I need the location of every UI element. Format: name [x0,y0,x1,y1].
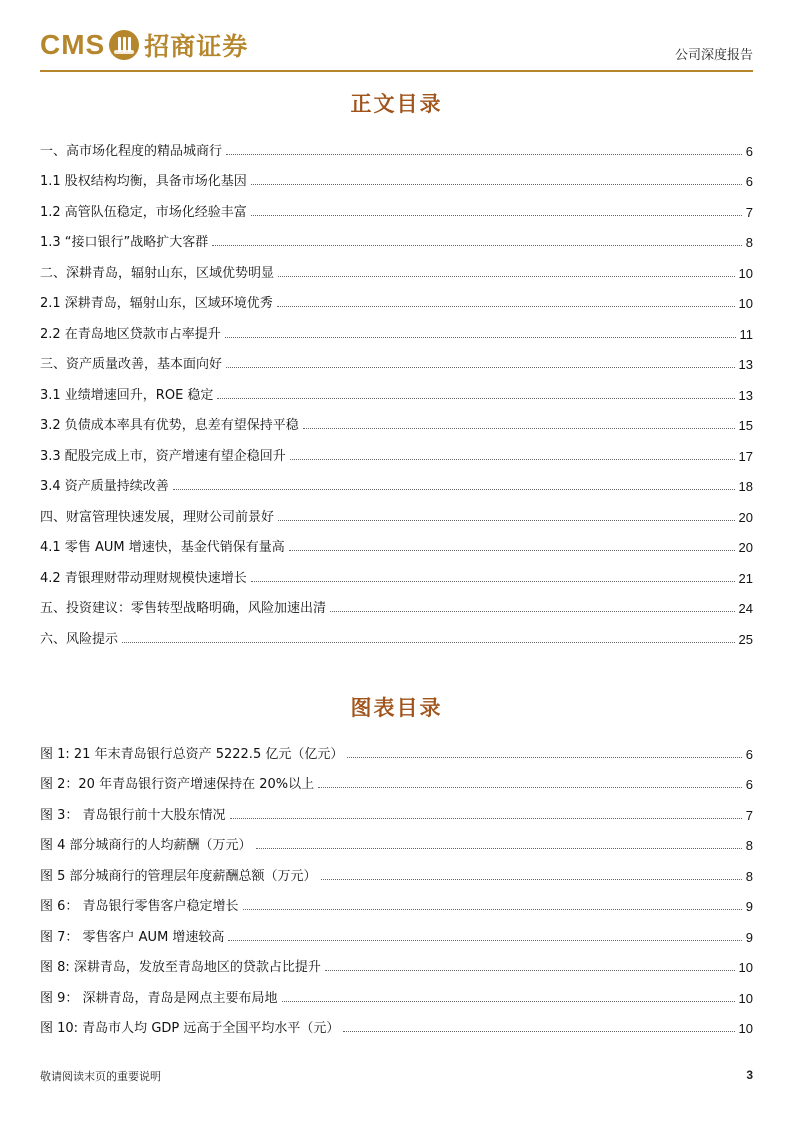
toc-entry-page: 13 [738,387,753,403]
toc-entry-label: 3.4 资产质量持续改善 [40,479,169,494]
report-type-label: 公司深度报告 [674,48,753,63]
toc-entry-page: 17 [738,448,753,464]
toc-entry-page: 6 [745,174,753,189]
toc-dot-leader [290,459,735,460]
toc-entry-page: 6 [745,143,753,159]
toc-dot-leader [226,367,735,368]
toc-entry[interactable] [40,731,753,762]
toc-dot-leader [321,879,742,880]
toc-entry-page: 7 [745,204,753,220]
toc-dot-leader [212,245,741,246]
toc-dot-leader [330,611,735,612]
toc-entry-label: 图 6： 青岛银行零售客户稳定增长 [40,899,239,914]
toc-dot-leader [256,848,742,849]
toc-entry-label: 1.2 高管队伍稳定，市场化经验丰富 [40,204,247,220]
toc-entry-label: 3.2 负债成本率具有优势，息差有望保持平稳 [40,418,299,433]
toc-entry[interactable] [40,342,753,373]
toc-entry[interactable] [40,1006,753,1037]
toc-entry-label: 图 10: 青岛市人均 GDP 远高于全国平均水平（元） [40,1021,340,1036]
toc-entry-label: 图 2：20 年青岛银行资产增速保持在 20%以上 [40,777,315,792]
toc-entry-label: 图 3： 青岛银行前十大股东情况 [40,807,226,823]
toc-dot-leader [318,787,742,788]
figure-toc-list [40,731,753,1036]
toc-entry-page: 25 [738,631,753,647]
toc-dot-leader [251,215,742,216]
toc-entry[interactable] [40,464,753,495]
toc-dot-leader [173,489,735,490]
toc-entry[interactable] [40,945,753,976]
toc-entry-page: 15 [738,418,753,433]
toc-entry-page: 7 [745,807,753,823]
toc-entry[interactable] [40,189,753,220]
toc-entry-page: 20 [738,509,753,525]
toc-entry-label: 一、高市场化程度的精品城商行 [40,143,223,159]
toc-entry-label: 五、投资建议：零售转型战略明确，风险加速出清 [40,601,327,616]
toc-entry-page: 11 [739,326,753,342]
toc-entry[interactable] [40,616,753,647]
toc-entry[interactable] [40,762,753,793]
toc-entry-label: 图 9： 深耕青岛，青岛是网点主要布局地 [40,990,278,1006]
toc-entry[interactable] [40,128,753,159]
toc-entry-label: 图 8: 深耕青岛，发放至青岛地区的贷款占比提升 [40,960,321,975]
logo-chinese-name: 招商证券 [144,32,249,61]
toc-entry[interactable] [40,250,753,281]
toc-entry-label: 1.3 “接口银行”战略扩大客群 [40,235,209,250]
toc-entry-page: 20 [738,540,753,555]
toc-dot-leader [251,184,742,185]
header-divider [40,70,753,72]
toc-dot-leader [282,1001,735,1002]
toc-dot-leader [278,276,735,277]
toc-entry-label: 3.1 业绩增速回升，ROE 稳定 [40,387,214,403]
toc-dot-leader [226,154,742,155]
page-header [40,22,753,72]
toc-entry-label: 3.3 配股完成上市，资产增速有望企稳回升 [40,448,286,464]
toc-entry[interactable] [40,494,753,525]
main-toc-list [40,128,753,647]
toc-entry-label: 2.1 深耕青岛，辐射山东，区域环境优秀 [40,296,273,311]
toc-entry[interactable] [40,914,753,945]
toc-entry-label: 图 7： 零售客户 AUM 增速较高 [40,929,225,945]
toc-entry-label: 四、财富管理快速发展，理财公司前景好 [40,509,275,525]
toc-entry-label: 二、深耕青岛，辐射山东，区域优势明显 [40,265,275,281]
toc-dot-leader [243,909,742,910]
toc-entry[interactable] [40,853,753,884]
toc-entry[interactable] [40,281,753,312]
toc-entry-label: 4.2 青银理财带动理财规模快速增长 [40,570,247,586]
toc-entry-page: 10 [738,1021,753,1036]
toc-entry-page: 6 [745,777,753,792]
toc-entry-label: 4.1 零售 AUM 增速快，基金代销保有量高 [40,540,285,555]
toc-entry-page: 9 [745,899,753,914]
toc-entry-page: 10 [738,296,753,311]
toc-entry-page: 8 [745,235,753,250]
toc-dot-leader [289,550,735,551]
toc-entry-label: 1.1 股权结构均衡，具备市场化基因 [40,174,247,189]
toc-entry[interactable] [40,884,753,915]
toc-dot-leader [278,520,735,521]
toc-entry-page: 24 [738,601,753,616]
toc-entry-page: 6 [745,746,753,762]
figure-toc-title: 图表目录 [350,695,443,720]
cms-emblem-icon [109,30,139,60]
toc-entry[interactable] [40,372,753,403]
toc-entry-label: 2.2 在青岛地区贷款市占率提升 [40,326,221,342]
toc-entry[interactable] [40,823,753,854]
toc-entry-page: 21 [738,570,753,586]
toc-entry-page: 9 [745,929,753,945]
toc-entry[interactable] [40,792,753,823]
toc-entry-page: 10 [738,990,753,1006]
page-number: 3 [746,1068,753,1082]
toc-dot-leader [228,940,741,941]
toc-dot-leader [217,398,734,399]
toc-entry-label: 六、风险提示 [40,631,119,647]
toc-entry-page: 10 [738,265,753,281]
footer-notice: 敬请阅读末页的重要说明 [40,1070,161,1083]
toc-entry[interactable] [40,433,753,464]
toc-dot-leader [225,337,736,338]
toc-entry-page: 18 [738,479,753,494]
toc-dot-leader [343,1031,734,1032]
toc-dot-leader [251,581,735,582]
toc-entry[interactable] [40,975,753,1006]
toc-entry[interactable] [40,220,753,251]
toc-entry[interactable] [40,311,753,342]
toc-entry-label: 图 1: 21 年末青岛银行总资产 5222.5 亿元（亿元） [40,746,344,762]
logo-cms-text: CMS [40,29,106,60]
toc-entry[interactable] [40,159,753,190]
toc-entry-page: 10 [738,960,753,975]
page-footer [40,1068,753,1084]
toc-entry-page: 8 [745,868,753,884]
toc-entry[interactable] [40,525,753,556]
toc-entry[interactable] [40,555,753,586]
toc-entry-label: 图 5 部分城商行的管理层年度薪酬总额（万元） [40,868,317,884]
toc-dot-leader [325,970,735,971]
toc-entry-page: 13 [738,357,753,372]
main-toc-title: 正文目录 [350,91,443,116]
toc-dot-leader [122,642,735,643]
toc-entry[interactable] [40,586,753,617]
cms-logo [40,22,248,68]
toc-dot-leader [277,306,735,307]
toc-entry-label: 图 4 部分城商行的人均薪酬（万元） [40,838,252,853]
toc-entry[interactable] [40,403,753,434]
toc-dot-leader [230,818,742,819]
toc-entry-page: 8 [745,838,753,853]
toc-dot-leader [303,428,735,429]
toc-dot-leader [347,757,741,758]
toc-entry-label: 三、资产质量改善，基本面向好 [40,357,223,372]
